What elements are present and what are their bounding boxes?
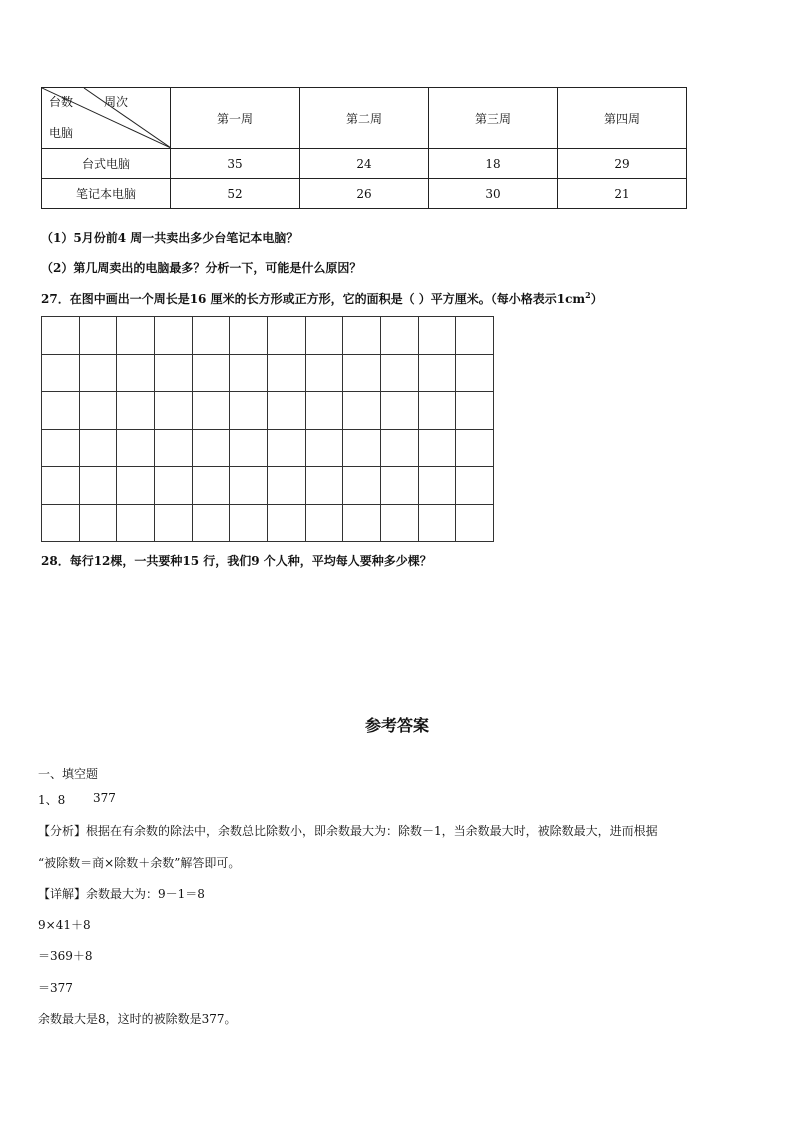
grid-cell[interactable] xyxy=(230,317,268,355)
calc-line-2: ＝369＋8 xyxy=(38,949,93,963)
question-28: 28．每行12棵，一共要种15 行，我们9 个人种，平均每人要种多少棵？ xyxy=(41,554,432,568)
grid-cell[interactable] xyxy=(117,355,155,393)
sales-table xyxy=(41,87,687,209)
grid-cell[interactable] xyxy=(117,430,155,468)
grid-cell[interactable] xyxy=(343,317,381,355)
grid-cell[interactable] xyxy=(419,430,457,468)
grid-cell[interactable] xyxy=(230,467,268,505)
grid-cell[interactable] xyxy=(80,430,118,468)
column-header-week-2: 第二周 xyxy=(300,88,429,149)
section-heading: 一、填空题 xyxy=(38,767,99,781)
grid-cell[interactable] xyxy=(268,505,306,543)
table-cell: 21 xyxy=(558,179,687,209)
grid-cell[interactable] xyxy=(193,317,231,355)
grid-cell[interactable] xyxy=(80,467,118,505)
grid-cell[interactable] xyxy=(456,355,494,393)
calc-line-1: 9×41＋8 xyxy=(38,918,91,932)
grid-cell[interactable] xyxy=(381,467,419,505)
grid-cell[interactable] xyxy=(117,505,155,543)
question-27-superscript: 2 xyxy=(585,290,591,300)
grid-cell[interactable] xyxy=(419,467,457,505)
grid-cell[interactable] xyxy=(343,392,381,430)
grid-cell[interactable] xyxy=(268,467,306,505)
grid-cell[interactable] xyxy=(193,392,231,430)
calc-line-3: ＝377 xyxy=(38,981,73,995)
table-cell: 30 xyxy=(429,179,558,209)
table-row xyxy=(42,149,687,179)
detail-line: 【详解】余数最大为：9－1＝8 xyxy=(38,887,205,901)
answer-1-number: 1、8 xyxy=(38,793,66,807)
question-27-end: ） xyxy=(590,292,603,306)
grid-cell[interactable] xyxy=(381,317,419,355)
grid-cell[interactable] xyxy=(155,355,193,393)
grid-cell[interactable] xyxy=(42,467,80,505)
analysis-line-2: “被除数＝商×除数＋余数”解答即可。 xyxy=(38,856,241,870)
question-27 xyxy=(41,290,603,307)
grid-cell[interactable] xyxy=(343,467,381,505)
grid-cell[interactable] xyxy=(230,355,268,393)
column-header-week-4: 第四周 xyxy=(558,88,687,149)
grid-cell[interactable] xyxy=(456,430,494,468)
grid-cell[interactable] xyxy=(193,505,231,543)
grid-cell[interactable] xyxy=(230,392,268,430)
grid-cell[interactable] xyxy=(42,505,80,543)
question-26-1: （1）5月份前4 周一共卖出多少台笔记本电脑？ xyxy=(41,231,299,245)
grid-cell[interactable] xyxy=(419,355,457,393)
grid-cell[interactable] xyxy=(80,505,118,543)
grid-cell[interactable] xyxy=(343,355,381,393)
grid-cell[interactable] xyxy=(155,505,193,543)
grid-cell[interactable] xyxy=(155,392,193,430)
table-cell: 24 xyxy=(300,149,429,179)
header-corner-count: 台数 xyxy=(49,95,74,109)
grid-cell[interactable] xyxy=(381,505,419,543)
grid-cell[interactable] xyxy=(268,392,306,430)
grid-cell[interactable] xyxy=(381,392,419,430)
grid-cell[interactable] xyxy=(80,317,118,355)
grid-cell[interactable] xyxy=(306,317,344,355)
grid-cell[interactable] xyxy=(268,355,306,393)
grid-cell[interactable] xyxy=(42,430,80,468)
table-cell: 52 xyxy=(171,179,300,209)
grid-cell[interactable] xyxy=(306,355,344,393)
grid-cell[interactable] xyxy=(80,392,118,430)
header-corner-week: 周次 xyxy=(104,95,129,109)
analysis-line-1: 【分析】根据在有余数的除法中，余数总比除数小，即余数最大为：除数－1，当余数最大时，被除数最大，进而根据 xyxy=(38,824,658,838)
grid-cell[interactable] xyxy=(343,505,381,543)
grid-cell[interactable] xyxy=(343,430,381,468)
grid-cell[interactable] xyxy=(306,505,344,543)
grid-cell[interactable] xyxy=(155,430,193,468)
grid-cell[interactable] xyxy=(306,467,344,505)
table-cell: 26 xyxy=(300,179,429,209)
grid-cell[interactable] xyxy=(42,355,80,393)
grid-cell[interactable] xyxy=(193,355,231,393)
question-26-2: （2）第几周卖出的电脑最多？分析一下，可能是什么原因？ xyxy=(41,261,362,275)
grid-cell[interactable] xyxy=(42,392,80,430)
grid-cell[interactable] xyxy=(193,467,231,505)
column-header-week-3: 第三周 xyxy=(429,88,558,149)
conclusion-line: 余数最大是8，这时的被除数是377。 xyxy=(38,1012,237,1026)
grid-cell[interactable] xyxy=(306,430,344,468)
square-grid[interactable] xyxy=(41,316,494,542)
grid-cell[interactable] xyxy=(456,467,494,505)
grid-cell[interactable] xyxy=(381,430,419,468)
table-cell: 18 xyxy=(429,149,558,179)
grid-cell[interactable] xyxy=(456,505,494,543)
grid-cell[interactable] xyxy=(456,392,494,430)
grid-cell[interactable] xyxy=(419,392,457,430)
table-header-row xyxy=(42,88,687,149)
answers-title: 参考答案 xyxy=(364,716,429,735)
grid-cell[interactable] xyxy=(42,317,80,355)
question-27-text: 27．在图中画出一个周长是16 厘米的长方形或正方形，它的面积是（ ）平方厘米。（每小格表示1cm xyxy=(41,292,586,306)
grid-cell[interactable] xyxy=(306,392,344,430)
row-label-desktop: 台式电脑 xyxy=(42,149,171,179)
grid-cell[interactable] xyxy=(117,467,155,505)
grid-cell[interactable] xyxy=(419,505,457,543)
grid-cell[interactable] xyxy=(268,430,306,468)
header-corner-computer: 电脑 xyxy=(49,126,74,140)
grid-cell[interactable] xyxy=(117,392,155,430)
table-row xyxy=(42,179,687,209)
grid-cell[interactable] xyxy=(80,355,118,393)
diagonal-header-cell xyxy=(42,88,171,149)
table-cell: 29 xyxy=(558,149,687,179)
grid-cell[interactable] xyxy=(419,317,457,355)
grid-cell[interactable] xyxy=(268,317,306,355)
grid-cell[interactable] xyxy=(456,317,494,355)
grid-cell[interactable] xyxy=(155,317,193,355)
table-cell: 35 xyxy=(171,149,300,179)
column-header-week-1: 第一周 xyxy=(171,88,300,149)
grid-cell[interactable] xyxy=(230,505,268,543)
grid-cell[interactable] xyxy=(193,430,231,468)
answer-1-value: 377 xyxy=(93,791,116,805)
grid-cell[interactable] xyxy=(155,467,193,505)
grid-cell[interactable] xyxy=(117,317,155,355)
grid-cell[interactable] xyxy=(230,430,268,468)
grid-cell[interactable] xyxy=(381,355,419,393)
row-label-laptop: 笔记本电脑 xyxy=(42,179,171,209)
